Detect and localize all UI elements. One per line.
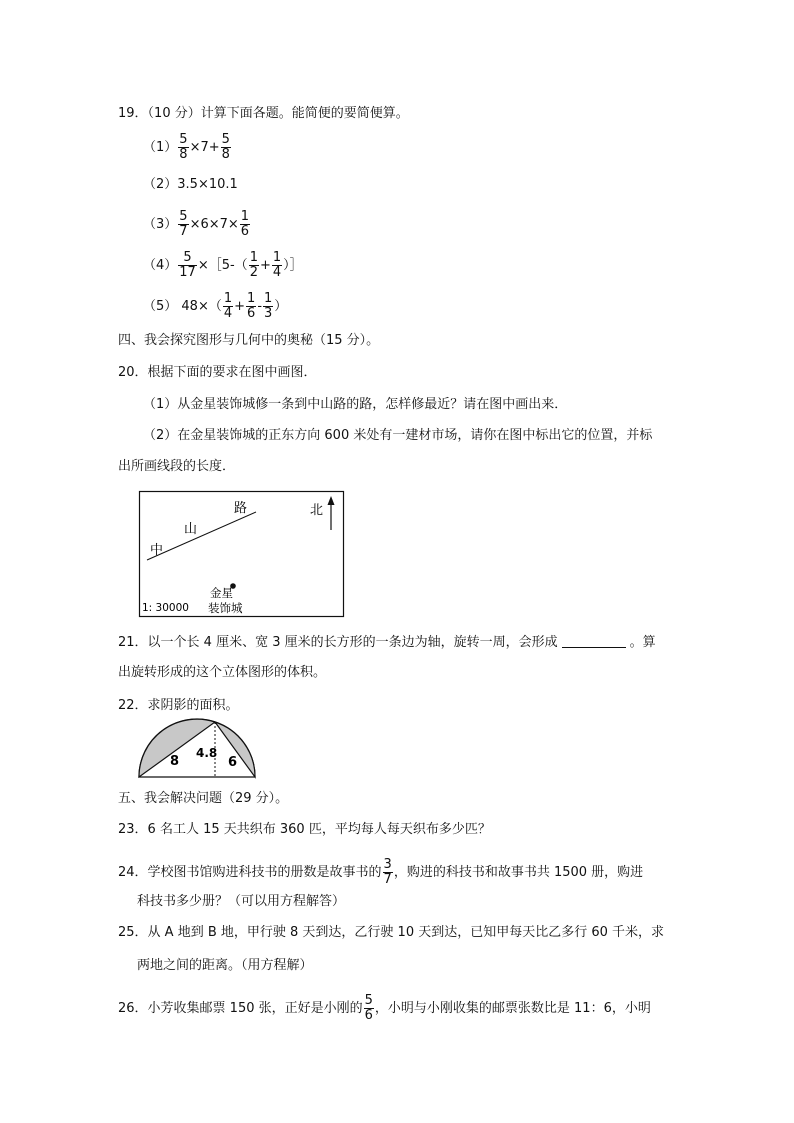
fraction: $\frac{1}{6}$ — [247, 291, 256, 321]
fraction: $\frac{3}{7}$ — [383, 857, 392, 887]
fraction: $\frac{5}{17}$ — [179, 250, 196, 280]
q25-line1: 25．从 A 地到 B 地，甲行驶 8 天到达，乙行驶 10 天到达，已知甲每天比乙多行 60 千米，求 — [118, 925, 665, 940]
q19-part3: （3） $\frac{5}{7}$ ×6×7× $\frac{1}{6}$ — [143, 209, 250, 239]
q19-part2: （2）3.5×10.1 — [143, 177, 238, 192]
q20-part1: （1）从金星装饰城修一条到中山路的路，怎样修最近？请在图中画出来． — [143, 397, 568, 412]
place-label-2: 装饰城 — [208, 601, 243, 615]
place-label-1: 金星 — [210, 586, 233, 600]
section-5-heading: 五、我会解决问题（29 分）。 — [118, 791, 289, 806]
road-label-shan: 山 — [184, 522, 198, 537]
q20-part2-cont: 出所画线段的长度． — [118, 459, 236, 474]
fraction: $\frac{5}{7}$ — [179, 209, 188, 239]
side-6-label: 6 — [228, 755, 238, 770]
q20-part2: （2）在金星装饰城的正东方向 600 米处有一建材市场，请你在图中标出它的位置，并标 — [143, 428, 653, 443]
q21-line2: 出旋转形成的这个立体图形的体积。 — [118, 665, 327, 680]
q19-part1: （1） $\frac{5}{8}$ ×7+ $\frac{5}{8}$ — [143, 132, 230, 162]
fraction: $\frac{1}{4}$ — [272, 250, 282, 280]
q19-part5: （5） 48×（ $\frac{1}{4}$ + $\frac{1}{6}$ - $\frac{1}{3}$ ） — [143, 291, 288, 321]
road-label-lu: 路 — [234, 501, 248, 516]
map-scale: 1: 30000 — [142, 602, 189, 614]
section-4-heading: 四、我会探究图形与几何中的奥秘（15 分）。 — [118, 333, 380, 348]
answer-blank — [562, 647, 626, 648]
q21-line1: 21．以一个长 4 厘米、宽 3 厘米的长方形的一条边为轴，旋转一周，会形成 。算 — [118, 635, 656, 650]
fraction: $\frac{5}{8}$ — [179, 132, 188, 162]
q19-title: 19．（10 分）计算下面各题。能简便的要简便算。 — [118, 106, 409, 121]
north-label: 北 — [310, 503, 324, 518]
fraction: $\frac{1}{6}$ — [240, 209, 250, 239]
fraction: $\frac{1}{3}$ — [264, 291, 273, 321]
road-label-zhong: 中 — [150, 543, 164, 558]
q20-title: 20．根据下面的要求在图中画图． — [118, 365, 317, 380]
semicircle-figure — [134, 710, 259, 780]
fraction: $\frac{5}{8}$ — [221, 132, 230, 162]
map-figure — [138, 490, 348, 620]
q23-text: 23．6 名工人 15 天共织布 360 匹，平均每人每天织布多少匹？ — [118, 822, 491, 837]
side-8-label: 8 — [170, 754, 180, 769]
fraction: $\frac{1}{4}$ — [223, 291, 233, 321]
fraction: $\frac{5}{6}$ — [364, 993, 373, 1023]
q24-line1: 24．学校图书馆购进科技书的册数是故事书的 $\frac{3}{7}$ ，购进的科技书和故事书共 1500 册，购进 — [118, 857, 644, 887]
q19-part4: （4） $\frac{5}{17}$ ×［5-（ $\frac{1}{2}$ + $\frac{1}{4}$ ）］ — [143, 250, 303, 280]
q24-line2: 科技书多少册？（可以用方程解答） — [137, 894, 346, 909]
q26-line1: 26．小芳收集邮票 150 张，正好是小刚的 $\frac{5}{6}$ ，小明与小刚收集的邮票张数比是 11：6，小明 — [118, 993, 651, 1023]
fraction: $\frac{1}{2}$ — [249, 250, 258, 280]
height-label: 4.8 — [196, 746, 218, 760]
q22-title: 22．求阴影的面积。 — [118, 698, 239, 713]
q25-line2: 两地之间的距离。（用方程解） — [137, 958, 313, 973]
